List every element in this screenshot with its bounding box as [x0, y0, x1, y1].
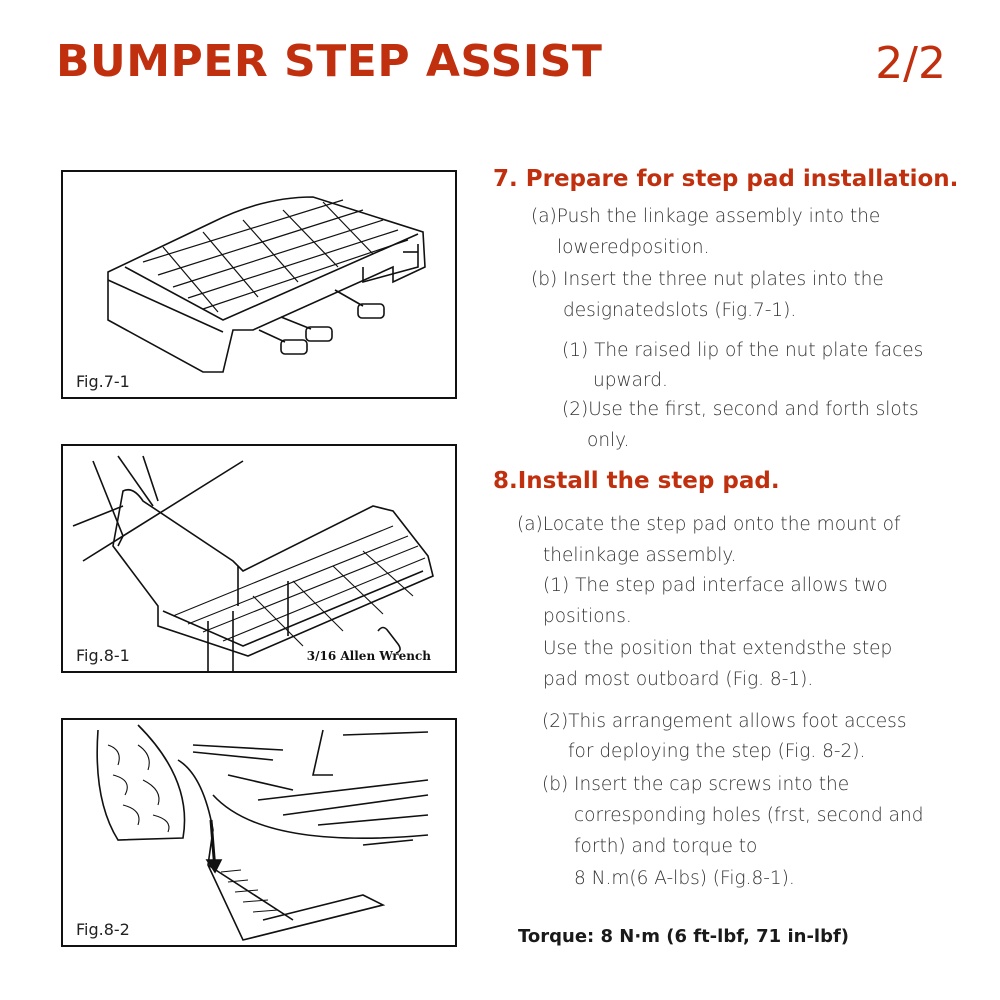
step-7-line: (b) Insert the three nut plates into the [531, 269, 884, 290]
step-7-line: only. [587, 430, 630, 451]
step-8-line: (a)Locate the step pad onto the mount of [517, 514, 901, 535]
figure-label: Fig.8-2 [76, 920, 130, 939]
step-8-line: Use the position that extendsthe step [543, 638, 893, 659]
page-number: 2/2 [875, 38, 946, 89]
step-8-line: positions. [543, 606, 632, 627]
step-8-line: for deploying the step (Fig. 8-2). [568, 741, 866, 762]
figure-7-1 [61, 170, 457, 399]
figure-8-1 [61, 444, 457, 673]
figure-label: Fig.8-1 [76, 646, 130, 665]
step-8-line: thelinkage assembly. [543, 545, 737, 566]
page-title: BUMPER STEP ASSIST [56, 36, 603, 87]
bumper-step-deployed-illustration [63, 720, 457, 947]
step-7-line: (2)Use the first, second and forth slots [562, 399, 919, 420]
step-pad-linkage-illustration [63, 446, 457, 673]
step-7-line: upward. [593, 370, 668, 391]
step-7-line: loweredposition. [557, 237, 710, 258]
figure-label: Fig.7-1 [76, 372, 130, 391]
step-8-line: forth) and torque to [574, 836, 758, 857]
step-8-line: (2)This arrangement allows foot access [542, 711, 907, 732]
step-8-heading: 8.Install the step pad. [493, 468, 780, 494]
allen-wrench-label: 3/16 Allen Wrench [306, 649, 431, 663]
step-7-line: designatedslots (Fig.7-1). [563, 300, 797, 321]
step-8-line: pad most outboard (Fig. 8-1). [543, 669, 814, 690]
step-8-line: 8 N.m(6 A-lbs) (Fig.8-1). [574, 868, 795, 889]
step-8-line: corresponding holes (frst, second and [574, 805, 924, 826]
torque-spec: Torque: 8 N·m (6 ft-lbf, 71 in-lbf) [518, 926, 850, 947]
figure-8-2 [61, 718, 457, 947]
step-pad-nut-plates-illustration [63, 172, 457, 399]
step-8-line: (b) Insert the cap screws into the [542, 774, 850, 795]
step-7-heading: 7. Prepare for step pad installation. [493, 166, 959, 192]
step-8-line: (1) The step pad interface allows two [543, 575, 888, 596]
step-7-line: (1) The raised lip of the nut plate faces [562, 340, 924, 361]
step-7-line: (a)Push the linkage assembly into the [531, 206, 881, 227]
